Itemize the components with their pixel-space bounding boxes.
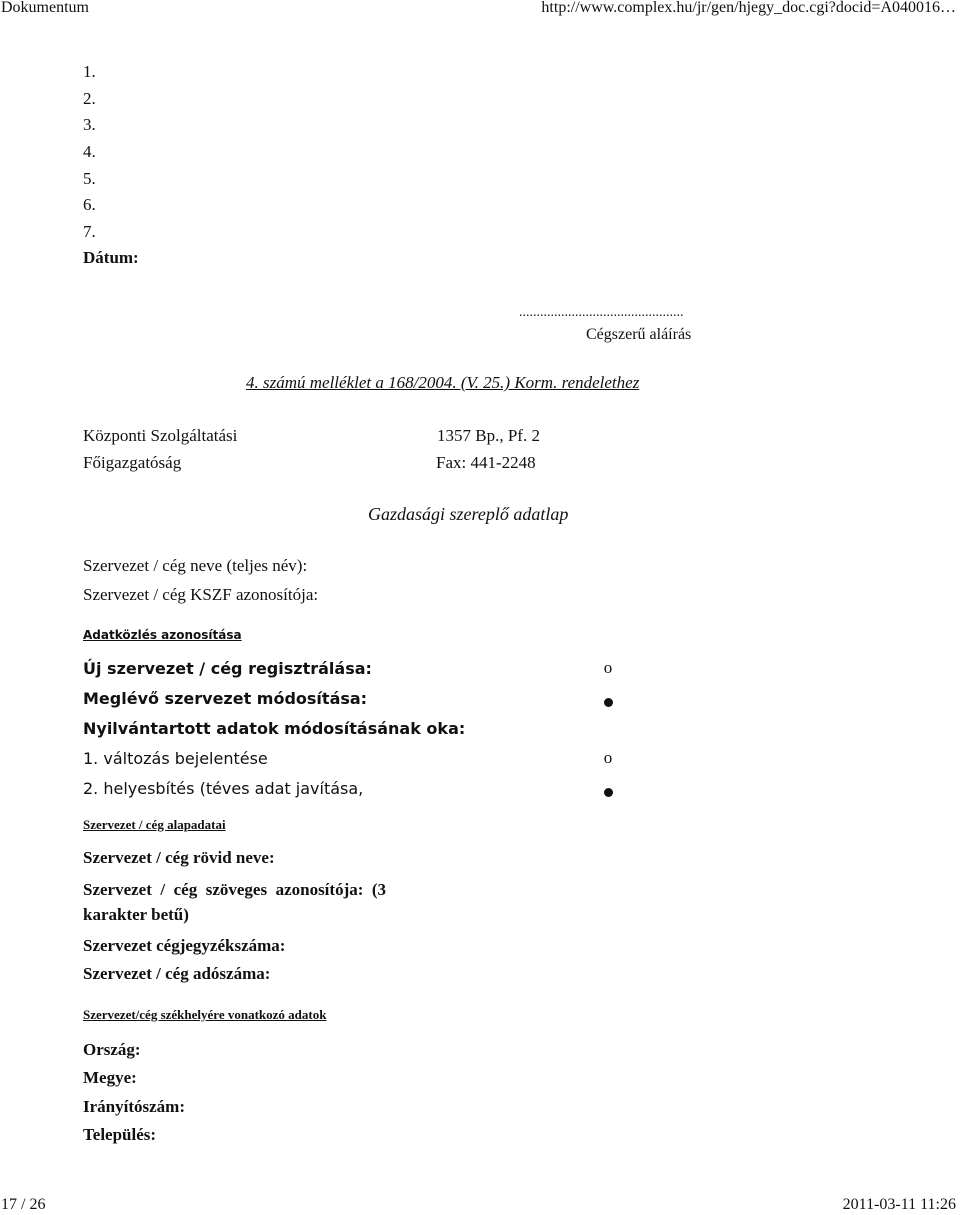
data-submission-heading: Adatközlés azonosítása: [83, 628, 242, 642]
header-url: http://www.complex.hu/jr/gen/hjegy_doc.cgi?docid=A040016…: [541, 0, 956, 16]
agency-name-line2: Főigazgatóság: [83, 453, 182, 472]
country-label: Ország:: [83, 1040, 141, 1059]
list-item: 1.: [83, 62, 96, 81]
signature-label: Cégszerű aláírás: [586, 326, 692, 343]
modify-org-label: Meglévő szervezet módosítása:: [83, 689, 368, 708]
change-notice-radio[interactable]: o: [603, 748, 613, 767]
list-item: 5.: [83, 169, 96, 188]
org-kszf-label: Szervezet / cég KSZF azonosítója:: [83, 585, 319, 604]
tax-number-label: Szervezet / cég adószáma:: [83, 964, 271, 983]
correction-label: 2. helyesbítés (téves adat javítása,: [83, 779, 364, 798]
list-item: 7.: [83, 222, 96, 241]
signature-line: ...............................................: [519, 305, 684, 320]
org-name-label: Szervezet / cég neve (teljes név):: [83, 556, 308, 575]
correction-radio-selected[interactable]: [600, 782, 616, 802]
text-id-label-line1: Szervezet / cég szöveges azonosítója: (3: [83, 880, 387, 899]
agency-address: 1357 Bp., Pf. 2: [437, 426, 540, 445]
header-doc-label: Dokumentum: [1, 0, 89, 16]
datum-label: Dátum:: [83, 248, 139, 267]
print-timestamp: 2011-03-11 11:26: [842, 1196, 956, 1213]
agency-name-line1: Központi Szolgáltatási: [83, 426, 238, 445]
form-title: Gazdasági szereplő adatlap: [368, 504, 569, 524]
new-registration-radio[interactable]: o: [603, 658, 613, 677]
annex-title: 4. számú melléklet a 168/2004. (V. 25.) Korm. rendelethez: [246, 373, 640, 392]
filled-dot-icon: [604, 788, 613, 797]
reg-number-label: Szervezet cégjegyzékszáma:: [83, 936, 286, 955]
list-item: 3.: [83, 115, 96, 134]
page-number: 17 / 26: [1, 1196, 46, 1213]
hq-data-heading: Szervezet/cég székhelyére vonatkozó adatok: [83, 1007, 327, 1022]
modify-org-radio-selected[interactable]: [600, 692, 616, 712]
county-label: Megye:: [83, 1068, 137, 1087]
text-id-label-line2: karakter betű): [83, 905, 189, 924]
city-label: Település:: [83, 1125, 157, 1144]
basic-data-heading: Szervezet / cég alapadatai: [83, 817, 226, 832]
new-registration-label: Új szervezet / cég regisztrálása:: [83, 659, 372, 678]
filled-dot-icon: [604, 698, 613, 707]
list-item: 2.: [83, 89, 96, 108]
short-name-label: Szervezet / cég rövid neve:: [83, 848, 275, 867]
list-item: 6.: [83, 195, 96, 214]
list-item: 4.: [83, 142, 96, 161]
modification-reason-label: Nyilvántartott adatok módosításának oka:: [83, 719, 466, 738]
change-notice-label: 1. változás bejelentése: [83, 749, 268, 768]
zip-label: Irányítószám:: [83, 1097, 185, 1116]
agency-fax: Fax: 441-2248: [436, 453, 536, 472]
